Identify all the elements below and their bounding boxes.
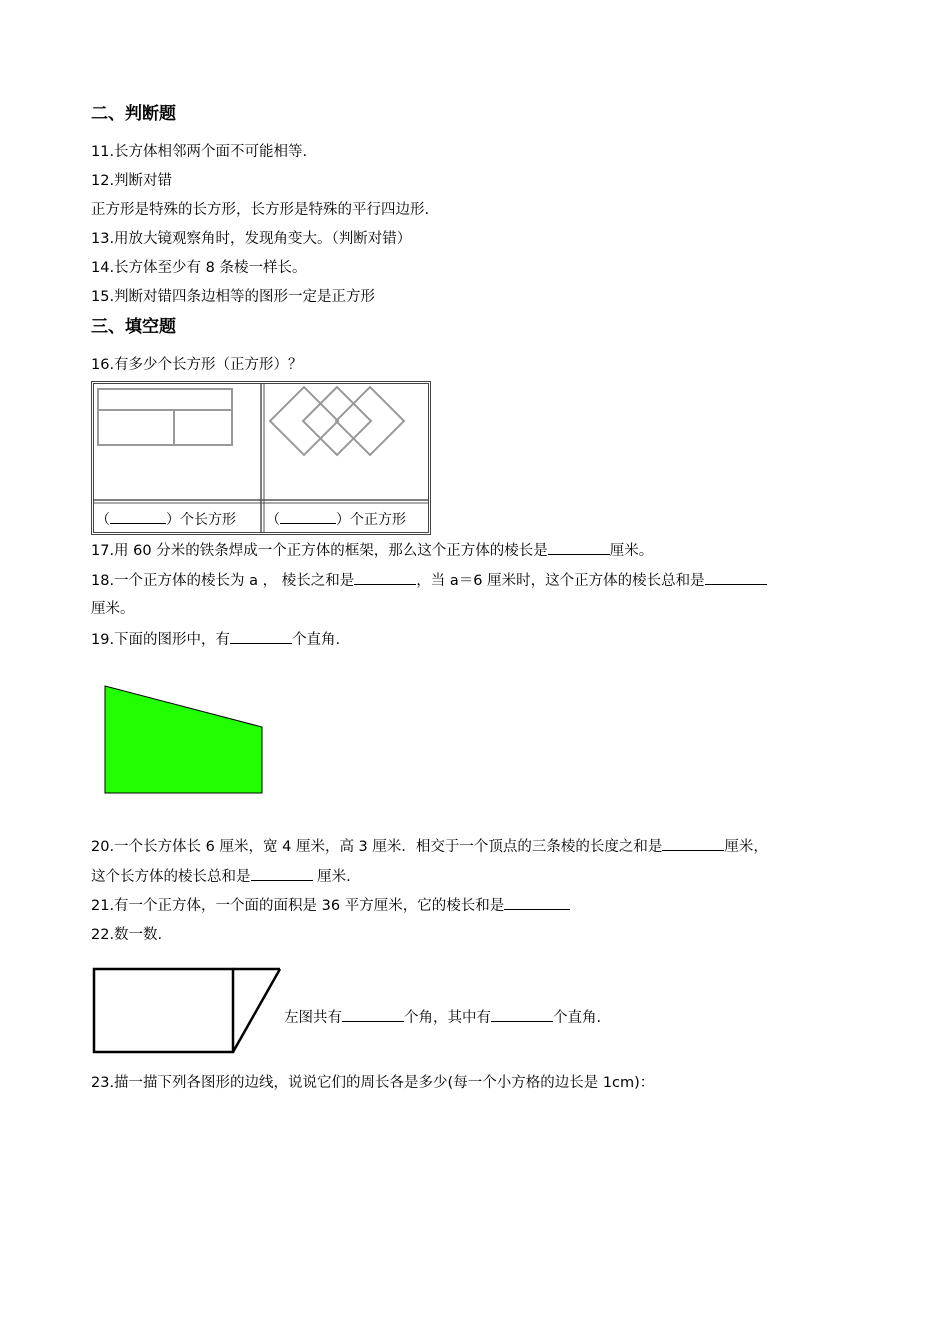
answer-blank[interactable]	[504, 895, 570, 910]
question-17: 17.用 60 分米的铁条焊成一个正方体的框架，那么这个正方体的棱长是 厘米。	[91, 540, 653, 561]
answer-blank[interactable]	[354, 570, 416, 585]
question-14: 14.长方体至少有 8 条棱一样长。	[91, 260, 307, 276]
question-16: 16.有多少个长方形（正方形）？	[91, 357, 303, 373]
answer-blank[interactable]	[280, 509, 336, 524]
answer-blank[interactable]	[491, 1007, 553, 1022]
question-12-title: 12.判断对错	[91, 173, 173, 189]
question-19: 19.下面的图形中，有 个直角.	[91, 629, 340, 650]
question-15: 15.判断对错四条边相等的图形一定是正方形	[91, 289, 376, 305]
squares-diagram	[270, 387, 404, 455]
rectangle-with-triangle-figure	[90, 965, 286, 1057]
question-20-continued: 这个长方体的棱长总和是 厘米.	[91, 866, 351, 887]
question-23: 23.描一描下列各图形的边线，说说它们的周长各是多少(每一个小方格的边长是 1cm)：	[91, 1075, 655, 1091]
question-18: 18.一个正方体的棱长为 a ， 棱长之和是 ，当 a＝6 厘米时，这个正方体的棱长总和是	[91, 570, 767, 591]
rectangles-diagram	[98, 389, 232, 445]
section-3-title: 三、填空题	[91, 317, 176, 337]
answer-blank[interactable]	[342, 1007, 404, 1022]
question-16-figure-table	[91, 381, 431, 535]
question-20: 20.一个长方体长 6 厘米，宽 4 厘米，高 3 厘米．相交于一个顶点的三条棱的长度之和是 厘米，	[91, 836, 768, 857]
question-11: 11.长方体相邻两个面不可能相等.	[91, 144, 308, 160]
green-trapezoid-figure	[100, 682, 270, 798]
question-21: 21.有一个正方体，一个面的面积是 36 平方厘米，它的棱长和是	[91, 895, 570, 916]
answer-blank[interactable]	[705, 570, 767, 585]
question-18-unit: 厘米。	[91, 601, 135, 617]
answer-blank[interactable]	[251, 866, 313, 881]
answer-blank[interactable]	[230, 629, 292, 644]
answer-blank[interactable]	[662, 836, 724, 851]
rectangle-count-answer: （ ）个长方形	[96, 509, 236, 529]
question-22: 22.数一数.	[91, 927, 163, 943]
square-count-answer: （ ）个正方形	[266, 509, 406, 529]
question-13: 13.用放大镜观察角时，发现角变大。（判断对错）	[91, 231, 412, 247]
answer-blank[interactable]	[110, 509, 166, 524]
question-12-statement: 正方形是特殊的长方形，长方形是特殊的平行四边形.	[91, 202, 430, 218]
section-2-title: 二、判断题	[91, 104, 176, 124]
answer-blank[interactable]	[548, 540, 610, 555]
question-22-answer: 左图共有 个角，其中有 个直角.	[284, 1007, 601, 1028]
